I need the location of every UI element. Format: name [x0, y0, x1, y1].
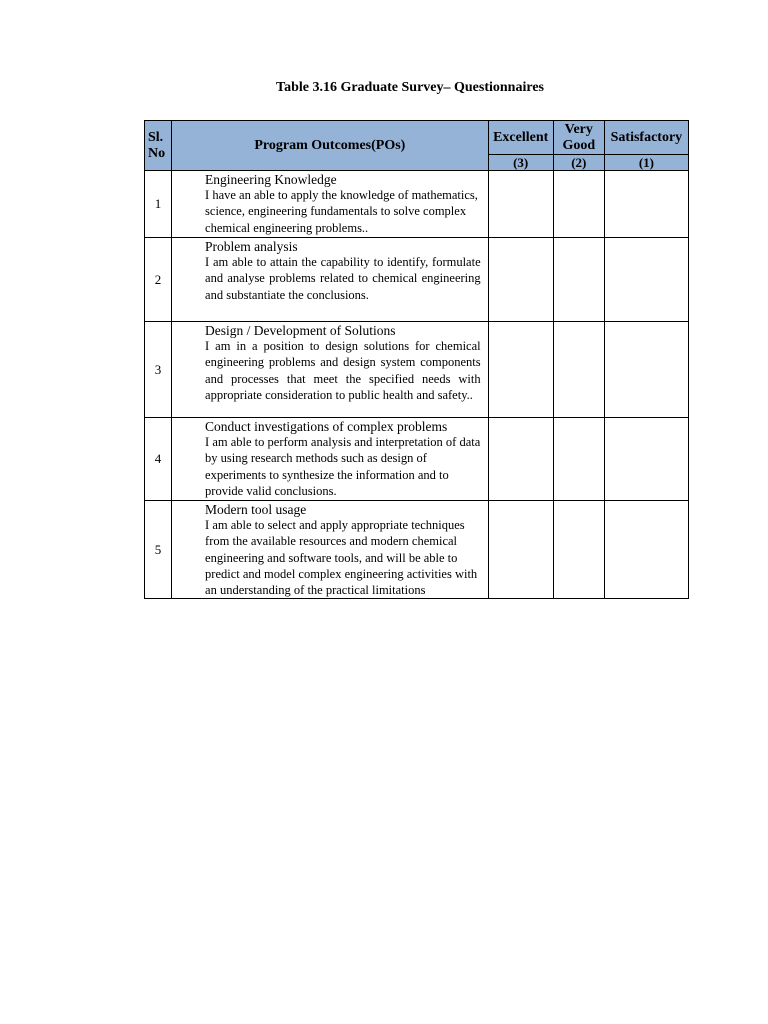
program-outcome-title: Conduct investigations of complex problems — [205, 419, 448, 434]
program-outcome-title: Engineering Knowledge — [205, 172, 337, 187]
header-very-good-score: (2) — [553, 155, 604, 171]
very-good-rating-cell[interactable] — [553, 418, 604, 501]
excellent-rating-cell[interactable] — [488, 238, 553, 322]
very-good-rating-cell[interactable] — [553, 171, 604, 238]
row-sl-number: 5 — [145, 501, 172, 599]
row-sl-number: 2 — [145, 238, 172, 322]
program-outcome-title: Design / Development of Solutions — [205, 323, 396, 338]
row-sl-number: 4 — [145, 418, 172, 501]
header-satisfactory-score: (1) — [604, 155, 688, 171]
table-row — [145, 322, 689, 418]
table-row — [145, 418, 689, 501]
header-satisfactory: Satisfactory — [604, 121, 688, 155]
excellent-rating-cell[interactable] — [488, 322, 553, 418]
excellent-rating-cell[interactable] — [488, 418, 553, 501]
table-row — [145, 171, 689, 238]
program-outcome-cell — [172, 322, 489, 418]
program-outcome-cell — [172, 171, 489, 238]
program-outcome-description: I have an able to apply the knowledge of mathematics, science, engineering fundamentals to solve complex chemical engineering problems.. — [205, 188, 478, 235]
very-good-rating-cell[interactable] — [553, 238, 604, 322]
graduate-survey-table — [144, 120, 689, 599]
program-outcome-cell — [172, 501, 489, 599]
very-good-rating-cell[interactable] — [553, 501, 604, 599]
excellent-rating-cell[interactable] — [488, 501, 553, 599]
satisfactory-rating-cell[interactable] — [604, 322, 688, 418]
header-excellent-score: (3) — [488, 155, 553, 171]
row-sl-number: 3 — [145, 322, 172, 418]
program-outcome-description: I am able to perform analysis and interpretation of data by using research methods such as design of experiments to synthesize the information and to provide valid conclusions. — [205, 435, 481, 498]
header-program-outcomes: Program Outcomes(POs) — [172, 121, 489, 171]
table-row — [145, 501, 689, 599]
satisfactory-rating-cell[interactable] — [604, 501, 688, 599]
row-sl-number: 1 — [145, 171, 172, 238]
program-outcome-title: Modern tool usage — [205, 502, 307, 517]
header-row — [145, 121, 689, 155]
program-outcome-cell — [172, 238, 489, 322]
program-outcome-description: I am able to select and apply appropriate techniques from the available resources and modern chemical engineering and software tools, and will be able to predict and model complex engineering activities with an understanding of the practical limitations — [205, 518, 478, 598]
header-excellent: Excellent — [488, 121, 553, 155]
program-outcome-title: Problem analysis — [205, 239, 298, 254]
table-title: Table 3.16 Graduate Survey– Questionnaires — [276, 80, 544, 95]
program-outcome-description: I am able to attain the capability to identify, formulate and analyse problems related to chemical engineering and substantiate the conclusions. — [205, 255, 481, 302]
header-very-good: Very Good — [553, 121, 604, 155]
program-outcome-cell — [172, 418, 489, 501]
satisfactory-rating-cell[interactable] — [604, 171, 688, 238]
excellent-rating-cell[interactable] — [488, 171, 553, 238]
satisfactory-rating-cell[interactable] — [604, 238, 688, 322]
table-row — [145, 238, 689, 322]
very-good-rating-cell[interactable] — [553, 322, 604, 418]
header-sl-no: Sl. No — [145, 121, 172, 171]
program-outcome-description: I am in a position to design solutions for chemical engineering problems and design system components and processes that meet the specified needs with appropriate consideration to public health and safety.. — [205, 339, 481, 402]
satisfactory-rating-cell[interactable] — [604, 418, 688, 501]
